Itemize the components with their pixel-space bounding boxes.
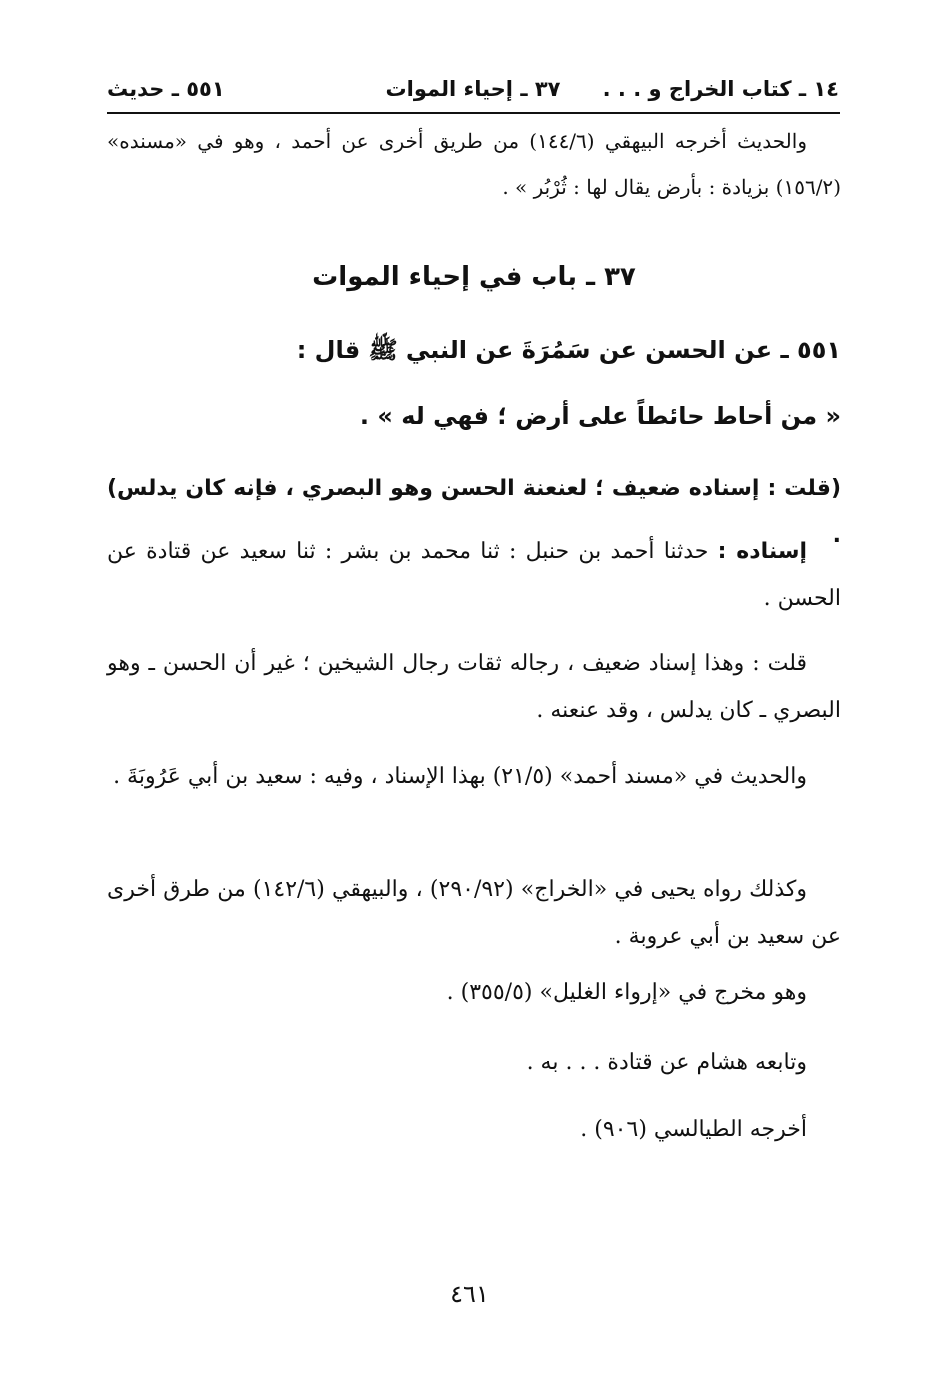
isnad-label: إسناده : [717,539,807,564]
running-header [107,68,839,110]
hadith-verdict: (قلت : إسناده ضعيف ؛ لعنعنة الحسن وهو البصري ، فإنه كان يدلس) . [107,476,841,548]
chapter-title: ٣٧ ـ باب في إحياء الموات [312,262,636,292]
short-note-1: وهو مخرج في «إرواء الغليل» (٣٥٥/٥) . [446,980,807,1005]
hadith-opening: ٥٥١ ـ عن الحسن عن سَمُرَةَ عن النبي ﷺ قال : [296,336,841,364]
isnad-text: حدثنا أحمد بن حنبل : ثنا محمد بن بشر : ثنا سعيد عن قتادة عن الحسن . [107,539,841,611]
header-hadith-number: ٥٥١ ـ حديث [107,77,225,101]
isnad-paragraph [107,528,841,622]
page-number: ٤٦١ [450,1280,489,1308]
hadith-text: « من أحاط حائطاً على أرض ؛ فهي له » . [359,402,841,430]
commentary-paragraph-2: والحديث في «مسند أحمد» (٢١/٥) بهذا الإسناد ، وفيه : سعيد بن أبي عَرُوبَةَ . [113,764,807,789]
commentary-paragraph-3: وكذلك رواه يحيى في «الخراج» (٢٩٠/٩٢) ، والبيهقي (١٤٢/٦) من طرق أخرى عن سعيد بن أبي عروبة . [107,877,841,949]
header-rule [107,112,840,114]
header-section: ٣٧ ـ إحياء الموات [385,77,561,101]
header-book-chapter: ١٤ ـ كتاب الخراج و . . . [602,77,839,101]
short-note-3: أخرجه الطيالسي (٩٠٦) . [580,1117,807,1142]
intro-note: والحديث أخرجه البيهقي (١٤٤/٦) من طريق أخرى عن أحمد ، وهو في «مسنده» (١٥٦/٢) بزيادة : بأرض يقال لها : ثُرْبُر » . [107,129,841,199]
commentary-paragraph-1: قلت : وهذا إسناد ضعيف ، رجاله ثقات رجال الشيخين ؛ غير أن الحسن ـ وهو البصري ـ كان يدلس ، وقد عنعنه . [107,651,841,723]
short-note-2: وتابعه هشام عن قتادة . . . به . [526,1050,807,1075]
